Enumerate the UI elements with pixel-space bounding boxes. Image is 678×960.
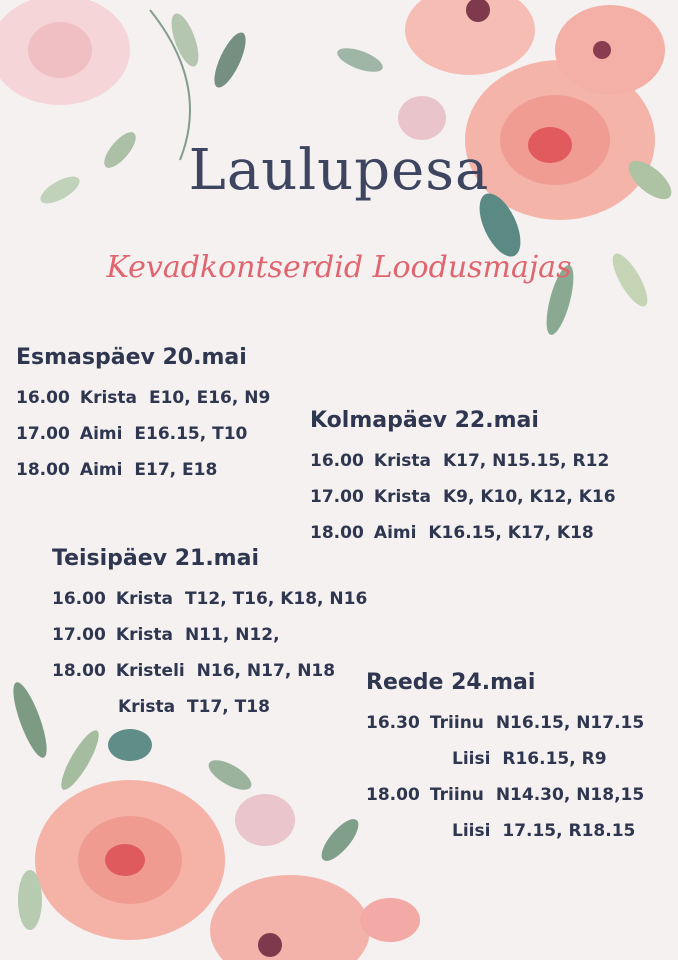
schedule-row: 16.00 Krista K17, N15.15, R12: [310, 451, 610, 471]
poster-title: Laulupesa: [188, 138, 490, 203]
schedule-row: 18.00 Aimi K16.15, K17, K18: [310, 523, 594, 543]
schedule-row: 18.00 Aimi E17, E18: [16, 460, 218, 480]
day-block-monday: [16, 345, 270, 488]
schedule-row: 16.00 Krista T12, T16, K18, N16: [52, 589, 368, 609]
day-heading: Kolmapäev 22.mai: [310, 408, 539, 433]
poster-subtitle: Kevadkontserdid Loodusmajas: [106, 250, 572, 285]
schedule-row: 16.00 Krista E10, E16, N9: [16, 388, 271, 408]
schedule-row: Liisi R16.15, R9: [452, 749, 607, 769]
schedule-row: Krista T17, T18: [118, 697, 270, 717]
schedule-row: 18.00 Triinu N14.30, N18,15: [366, 785, 645, 805]
day-heading: Teisipäev 21.mai: [52, 546, 259, 571]
schedule-row: 17.00 Krista K9, K10, K12, K16: [310, 487, 616, 507]
schedule-row: 17.00 Krista N11, N12,: [52, 625, 280, 645]
day-block-friday: [366, 670, 644, 849]
schedule-row: 16.30 Triinu N16.15, N17.15: [366, 713, 645, 733]
day-heading: Reede 24.mai: [366, 670, 536, 695]
schedule-row: 18.00 Kristeli N16, N17, N18: [52, 661, 336, 681]
schedule-row: 17.00 Aimi E16.15, T10: [16, 424, 248, 444]
day-heading: Esmaspäev 20.mai: [16, 345, 247, 370]
schedule-row: Liisi 17.15, R18.15: [452, 821, 636, 841]
day-block-wednesday: [310, 408, 616, 551]
bottom-left-roses: [18, 754, 420, 960]
day-block-tuesday: [52, 546, 367, 725]
